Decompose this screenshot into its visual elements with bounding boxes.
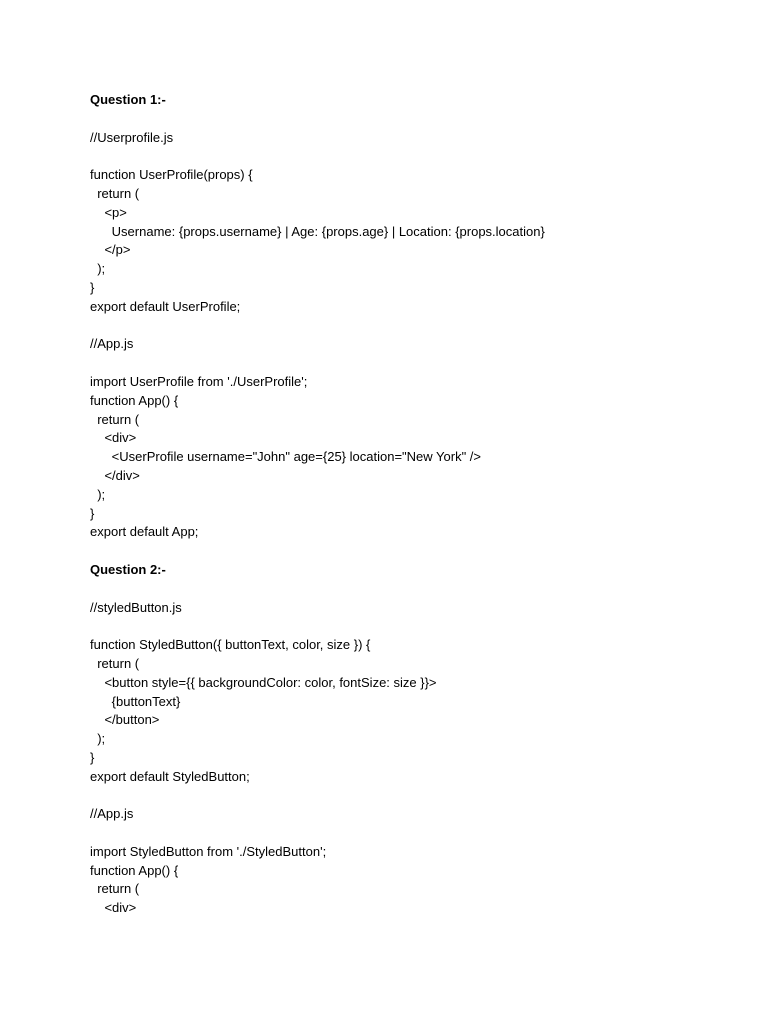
code-line: return ( <box>90 655 140 671</box>
code-line: Username: {props.username} | Age: {props.age} | Location: {props.location} <box>90 223 545 239</box>
code-line: export default UserProfile; <box>90 298 241 314</box>
code-line: <div> <box>90 900 137 916</box>
code-line: import UserProfile from './UserProfile'; <box>90 373 308 389</box>
code-line: return ( <box>90 881 140 897</box>
code-line: function App() { <box>90 862 179 878</box>
spacer <box>90 110 750 129</box>
code-block-app-q2 <box>90 843 750 918</box>
code-block-app-q1 <box>90 373 750 542</box>
spacer <box>90 317 750 336</box>
code-line: <button style={{ backgroundColor: color, fontSize: size }}> <box>90 674 437 690</box>
code-line: } <box>90 279 95 295</box>
code-line: </div> <box>90 467 140 483</box>
spacer <box>90 542 750 561</box>
file-comment-styledbutton: //styledButton.js <box>90 599 182 615</box>
spacer <box>90 580 750 599</box>
spacer <box>90 617 750 636</box>
file-comment-userprofile: //Userprofile.js <box>90 129 174 145</box>
question-2-heading: Question 2:- <box>90 561 166 577</box>
code-line: import StyledButton from './StyledButton'; <box>90 843 327 859</box>
question-1-heading: Question 1:- <box>90 92 166 107</box>
code-line: </p> <box>90 242 131 258</box>
code-line: <div> <box>90 430 137 446</box>
code-line: ); <box>90 261 106 277</box>
file-comment-app: //App.js <box>90 336 134 352</box>
spacer <box>90 354 750 373</box>
code-line: function App() { <box>90 392 179 408</box>
code-line: {buttonText} <box>90 693 181 709</box>
code-block-styledbutton <box>90 636 750 786</box>
code-line: ); <box>90 731 106 747</box>
code-line: } <box>90 505 95 521</box>
file-comment-app: //App.js <box>90 806 134 822</box>
code-line: function UserProfile(props) { <box>90 167 253 183</box>
document-page <box>90 91 750 918</box>
code-line: export default App; <box>90 524 199 540</box>
spacer <box>90 786 750 805</box>
spacer <box>90 147 750 166</box>
code-line: return ( <box>90 185 140 201</box>
code-line: } <box>90 749 95 765</box>
code-line: <p> <box>90 204 127 220</box>
code-line: function StyledButton({ buttonText, color, size }) { <box>90 637 371 653</box>
code-line: return ( <box>90 411 140 427</box>
spacer <box>90 824 750 843</box>
code-line: </button> <box>90 712 160 728</box>
code-block-userprofile <box>90 166 750 316</box>
code-line: export default StyledButton; <box>90 768 250 784</box>
code-line: <UserProfile username="John" age={25} location="New York" /> <box>90 449 482 465</box>
code-line: ); <box>90 486 106 502</box>
